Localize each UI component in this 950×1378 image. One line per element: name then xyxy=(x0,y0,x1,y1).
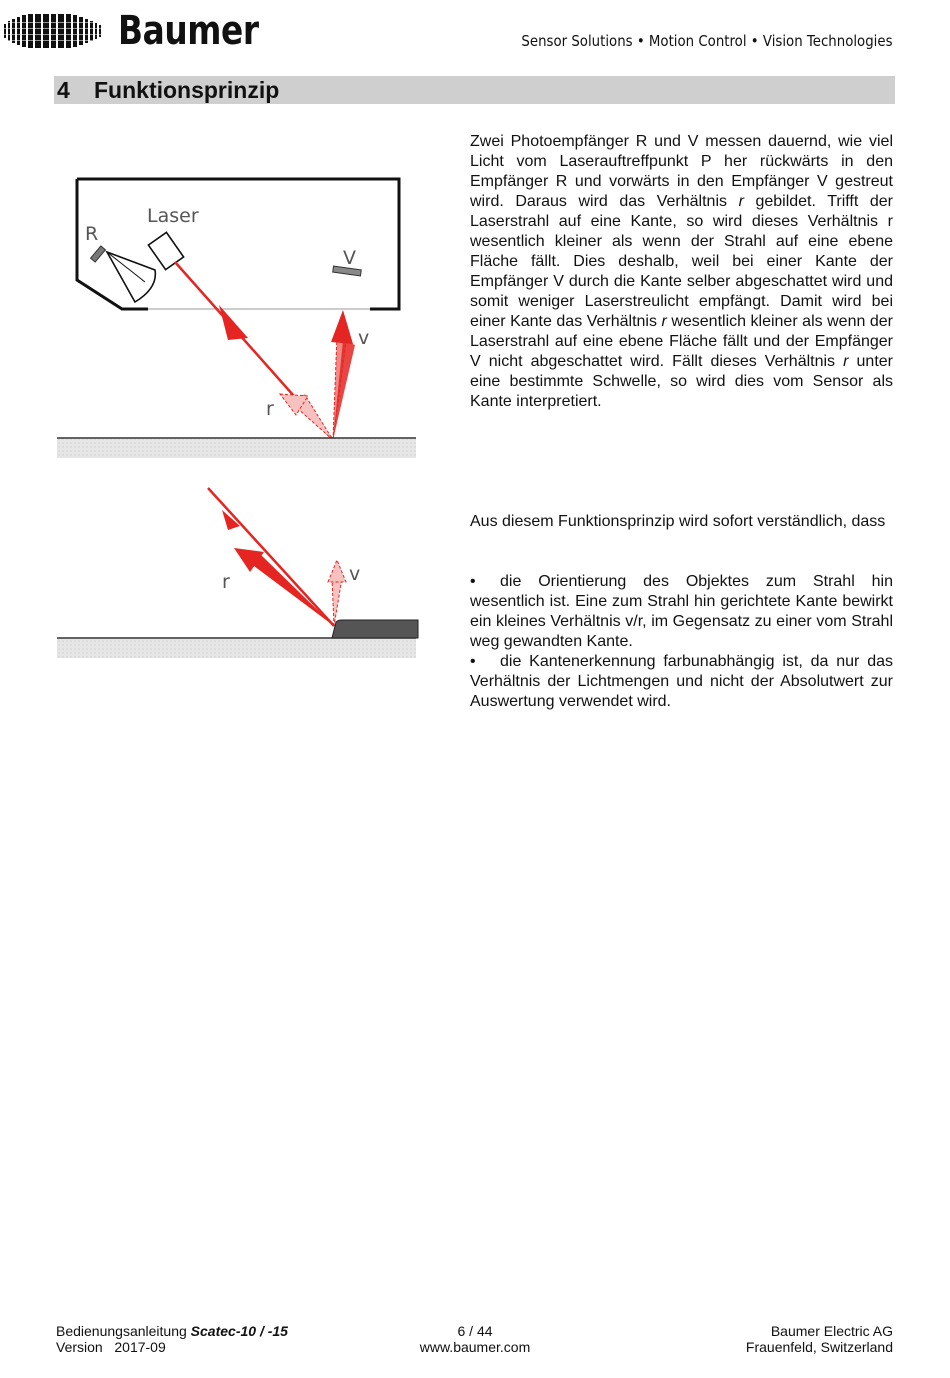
label-scatter-r: r xyxy=(266,398,274,420)
figure-sensor-principle-flat xyxy=(50,170,425,465)
scatter-arrow-v xyxy=(331,310,355,440)
label-receiver-v: V xyxy=(343,247,356,269)
bullet-icon: • xyxy=(470,573,476,590)
sensor-housing-outline xyxy=(77,179,399,309)
label-laser: Laser xyxy=(147,205,199,227)
footer-left: Bedienungsanleitung Scatec-10 / -15 Version 2017-09 xyxy=(56,1323,288,1355)
scatter-arrow-v xyxy=(328,560,346,626)
page-number: 6 / 44 xyxy=(457,1323,493,1339)
brand-tagline: Sensor Solutions • Motion Control • Vision Technologies xyxy=(521,32,893,50)
brand-name: Baumer xyxy=(118,8,259,54)
label-scatter-v: v xyxy=(358,327,370,349)
footer-website: www.baumer.com xyxy=(419,1339,531,1355)
list-item: • die Orientierung des Objektes zum Strahl hin wesentlich ist. Eine zum Strahl hin gerichtete Kante bewirkt ein kleines Verhältnis v/r, im Gegensatz zu einer vom Strahl weg gewandten Kante. xyxy=(470,573,893,650)
label-scatter-r: r xyxy=(222,571,230,593)
object-edge xyxy=(332,620,418,638)
figure-sensor-principle-edge xyxy=(50,480,425,665)
bullet-icon: • xyxy=(470,653,476,670)
baumer-logo-mark xyxy=(4,14,104,48)
target-surface xyxy=(57,438,416,458)
bullet-list xyxy=(470,572,893,712)
label-receiver-r: R xyxy=(85,223,99,245)
scatter-arrow-r xyxy=(234,548,334,626)
paragraph-consequence: Aus diesem Funktionsprinzip wird sofort verständlich, dass xyxy=(470,513,886,530)
scatter-arrow-r xyxy=(280,394,333,440)
footer-right: Baumer Electric AG Frauenfeld, Switzerland xyxy=(745,1323,893,1355)
footer-center xyxy=(380,1323,570,1355)
target-surface xyxy=(57,638,416,658)
section-title: Funktionsprinzip xyxy=(94,77,280,103)
section-number: 4 xyxy=(57,77,70,103)
paragraph-principle: Zwei Photoempfänger R und V messen dauernd, wie viel Licht vom Laserauftreffpunkt P her rückwärts in den Empfänger R und vorwärts in den Empfänger V gestreut wird. Daraus wird das Verhältnis r gebildet. Trifft der Laserstrahl auf eine Kante, so wird dieses Verhältnis r wesentlich kleiner als wenn der Strahl auf eine ebene Fläche fällt. Dies deshalb, weil bei einer Kante der Empfänger V durch die Kante selber abgeschattet wird und somit weniger Laserstreulicht empfängt. Damit wird bei einer Kante das Verhältnis r wesentlich kleiner als wenn der Laserstrahl auf eine ebene Fläche fällt und der Empfänger V nicht abgeschattet wird. Fällt dieses Verhältnis r unter eine bestimmte Schwelle, so wird dies vom Sensor als Kante interpretiert. xyxy=(470,133,894,410)
laser-beam xyxy=(208,488,334,626)
label-scatter-v: v xyxy=(349,563,361,585)
list-item: • die Kantenerkennung farbunabhängig ist, da nur das Verhältnis der Lichtmengen und nicht der Absolutwert zur Auswertung verwendet wird. xyxy=(470,653,893,710)
